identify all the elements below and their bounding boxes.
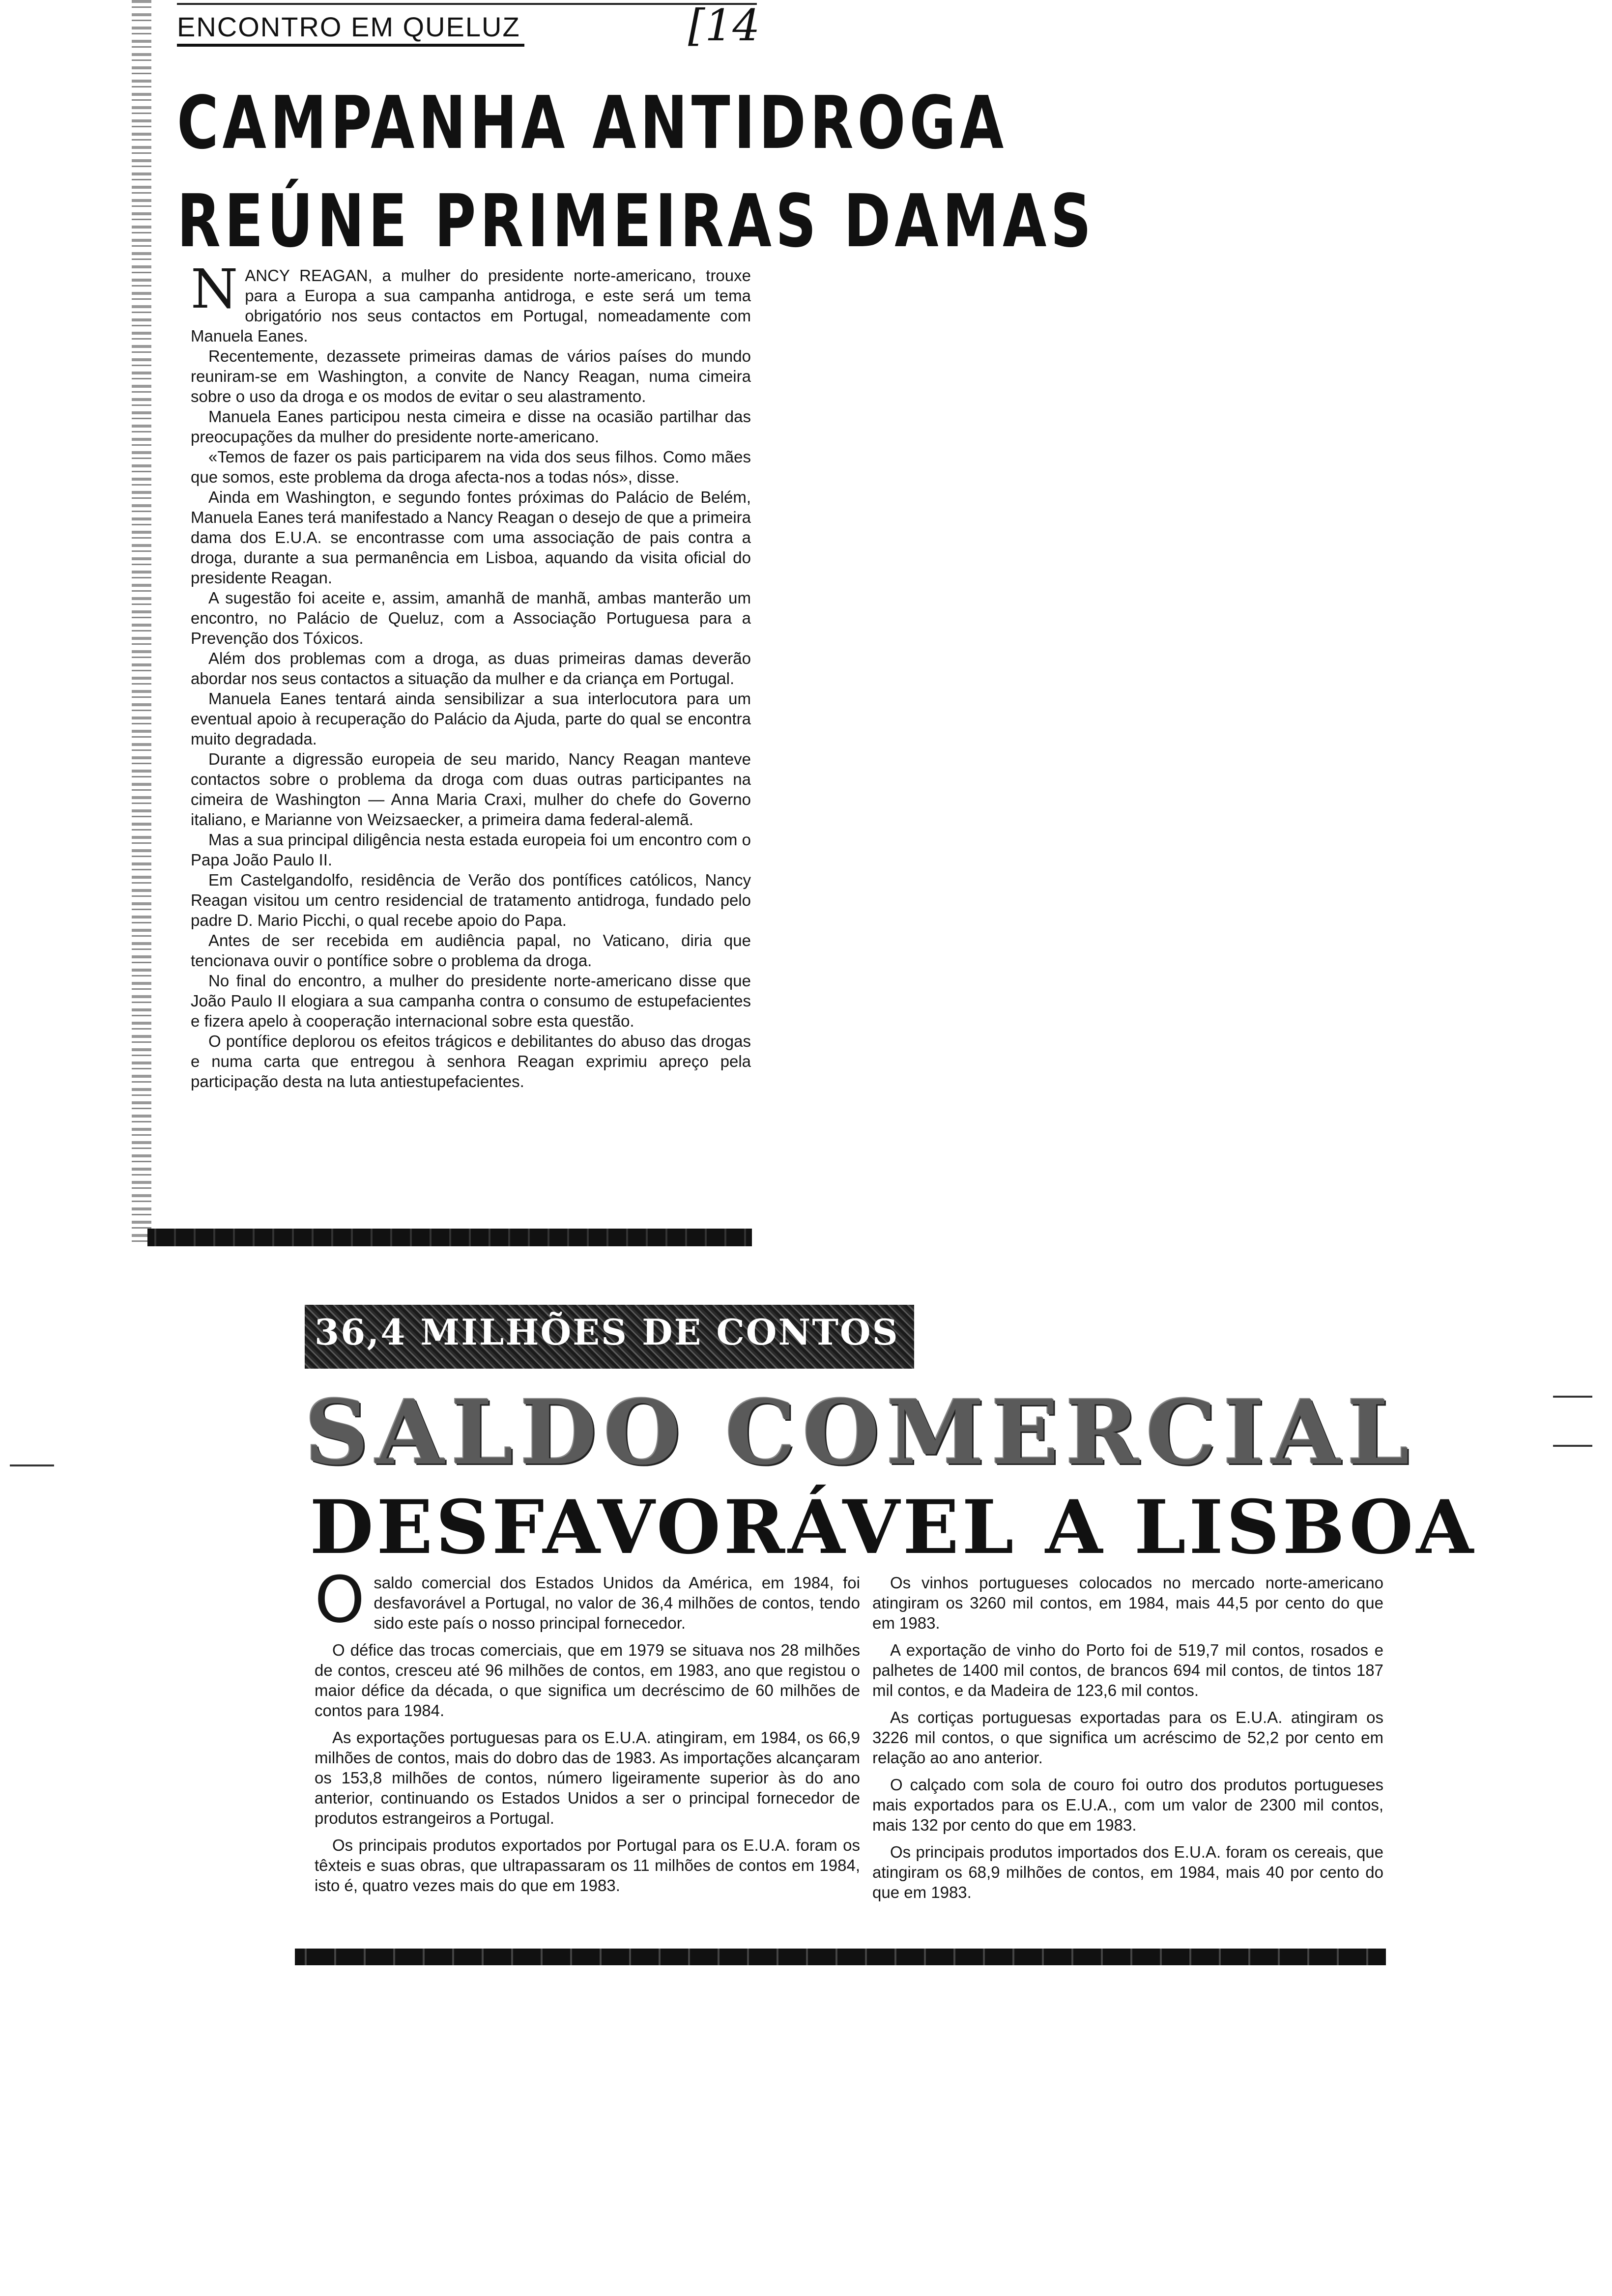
article2-paragraph: O défice das trocas comerciais, que em 1979 se situava nos 28 milhões de contos, cresceu até 96 milhões de contos, em 1983, ano que registou o maior défice da década, o que significa um decréscimo de 60 milhões de contos para 1984. xyxy=(315,1641,860,1720)
article1-kicker: ENCONTRO EM QUELUZ xyxy=(177,11,524,47)
article2-paragraph: Os vinhos portugueses colocados no mercado norte-americano atingiram os 3260 mil contos, em 1984, mais 44,5 por cento do que em 1983. xyxy=(872,1574,1383,1632)
article1-paragraph: Manuela Eanes participou nesta cimeira e disse na ocasião partilhar das preocupações da mulher do presidente norte-americano. xyxy=(191,407,751,446)
handwritten-annotation: [14 xyxy=(688,0,760,51)
article2-paragraph: Os principais produtos importados dos E.U.A. foram os cereais, que atingiram os 68,9 milhões de contos, em 1984, mais 40 por cento do que em 1983. xyxy=(872,1843,1383,1901)
article1-paragraph: A sugestão foi aceite e, assim, amanhã de manhã, ambas manterão um encontro, no Palácio de Queluz, com a Associação Portuguesa para a Prevenção dos Tóxicos. xyxy=(191,589,751,647)
scan-edge-texture xyxy=(132,0,151,1243)
article1-paragraph: Em Castelgandolfo, residência de Verão dos pontífices católicos, Nancy Reagan visitou um centro residencial de tratamento antidroga, fundado pelo padre D. Mario Picchi, o qual recebe apoio do Papa. xyxy=(191,871,751,929)
article1-paragraph: Durante a digressão europeia de seu marido, Nancy Reagan manteve contactos sobre o problema da droga com duas outras participantes na cimeira de Washington — Anna Maria Craxi, mulher do chefe do Governo italiano, e Marianne von Weizsaecker, a primeira dama federal-alemã. xyxy=(191,750,751,829)
article2-paragraph: A exportação de vinho do Porto foi de 519,7 mil contos, rosados e palhetes de 1400 mil contos, de brancos 694 mil contos, de tintos 187 mil contos, e da Madeira de 123,6 mil contos. xyxy=(872,1641,1383,1699)
article2-banner-text: 36,4 MILHÕES DE CONTOS xyxy=(315,1311,899,1353)
article1-paragraph: O pontífice deplorou os efeitos trágicos e debilitantes do abuso das drogas e numa carta que entregou à senhora Reagan exprimiu apreço pela participação desta na luta antiestupefacientes. xyxy=(191,1032,751,1091)
article2-headline-line2: DESFAVORÁVEL A LISBOA xyxy=(310,1484,1477,1571)
article1-paragraph: Antes de ser recebida em audiência papal, no Vaticano, diria que tencionava ouvir o pontífice sobre o problema da droga. xyxy=(191,931,751,970)
article2-dropcap: O xyxy=(315,1562,365,1637)
article1-paragraph: Mas a sua principal diligência nesta estada europeia foi um encontro com o Papa João Paulo II. xyxy=(191,831,751,869)
article2-bottom-rule xyxy=(295,1949,1386,1965)
article2-headline-line1: SALDO COMERCIAL xyxy=(305,1381,1416,1485)
article2-paragraph: As cortiças portuguesas exportadas para os E.U.A. atingiram os 3226 mil contos, o que significa um acréscimo de 52,2 por cento em relação ao ano anterior. xyxy=(872,1708,1383,1767)
article1-paragraph: Além dos problemas com a droga, as duas primeiras damas deverão abordar nos seus contactos a situação da mulher e da criança em Portugal. xyxy=(191,649,751,688)
article1-paragraph: No final do encontro, a mulher do presidente norte-americano disse que João Paulo II elogiara a sua campanha contra o consumo de estupefacientes e fizera apelo à cooperação internacional sobre esta questão. xyxy=(191,972,751,1030)
article1-paragraph: Recentemente, dezassete primeiras damas de vários países do mundo reuniram-se em Washington, a convite de Nancy Reagan, numa cimeira sobre o uso da droga e os modos de evitar o seu alastramento. xyxy=(191,347,751,405)
article1-dropcap: N xyxy=(191,258,238,320)
article2-paragraph: As exportações portuguesas para os E.U.A. atingiram, em 1984, os 66,9 milhões de contos, mais do dobro das de 1983. As importações alcançaram os 153,8 milhões de contos, número ligeiramente superior às do ano anterior, continuando os Estados Unidos a ser o principal fornecedor de produtos estrangeiros a Portugal. xyxy=(315,1728,860,1827)
article2-paragraph: Os principais produtos exportados por Portugal para os E.U.A. foram os têxteis e suas obras, que ultrapassaram os 11 milhões de contos em 1984, isto é, quatro vezes mais do que em 1983. xyxy=(315,1836,860,1894)
article2-left-column xyxy=(315,1562,860,1902)
article1-headline-line2: REÚNE PRIMEIRAS DAMAS xyxy=(177,179,1095,263)
article1-paragraph: NANCY REAGAN, a mulher do presidente norte-americano, trouxe para a Europa a sua campanha antidroga, e este será um tema obrigatório nos seus contactos em Portugal, nomeadamente com Manuela Eanes. xyxy=(191,258,751,345)
scan-mark xyxy=(10,1464,54,1466)
article1-headline xyxy=(177,74,1095,270)
article1-paragraph: Manuela Eanes tentará ainda sensibilizar a sua interlocutora para um eventual apoio à recuperação do Palácio da Ajuda, parte do qual se encontra muito degradada. xyxy=(191,689,751,748)
scan-mark xyxy=(1553,1445,1592,1447)
article1-paragraph: «Temos de fazer os pais participarem na vida dos seus filhos. Como mães que somos, este problema da droga afecta-nos a todas nós», disse. xyxy=(191,448,751,486)
article1-bottom-rule xyxy=(147,1229,752,1246)
article2-paragraph: Osaldo comercial dos Estados Unidos da América, em 1984, foi desfavorável a Portugal, no valor de 36,4 milhões de contos, tendo sido este país o nosso principal fornecedor. xyxy=(315,1562,860,1637)
top-rule xyxy=(177,3,757,5)
article1-paragraph: Ainda em Washington, e segundo fontes próximas do Palácio de Belém, Manuela Eanes terá manifestado a Nancy Reagan o desejo de que a primeira dama dos E.U.A. se encontrasse com uma associação de pais contra a droga, durante a sua permanência em Lisboa, aquando da visita oficial do presidente Reagan. xyxy=(191,488,751,587)
article2-paragraph: O calçado com sola de couro foi outro dos produtos portugueses mais exportados para os E.U.A., com um valor de 2300 mil contos, mais 132 por cento do que em 1983. xyxy=(872,1776,1383,1834)
scan-mark xyxy=(1553,1396,1592,1398)
article1-body xyxy=(191,258,751,1091)
article2-right-column xyxy=(872,1573,1383,1909)
article1-headline-line1: CAMPANHA ANTIDROGA xyxy=(177,81,1008,165)
